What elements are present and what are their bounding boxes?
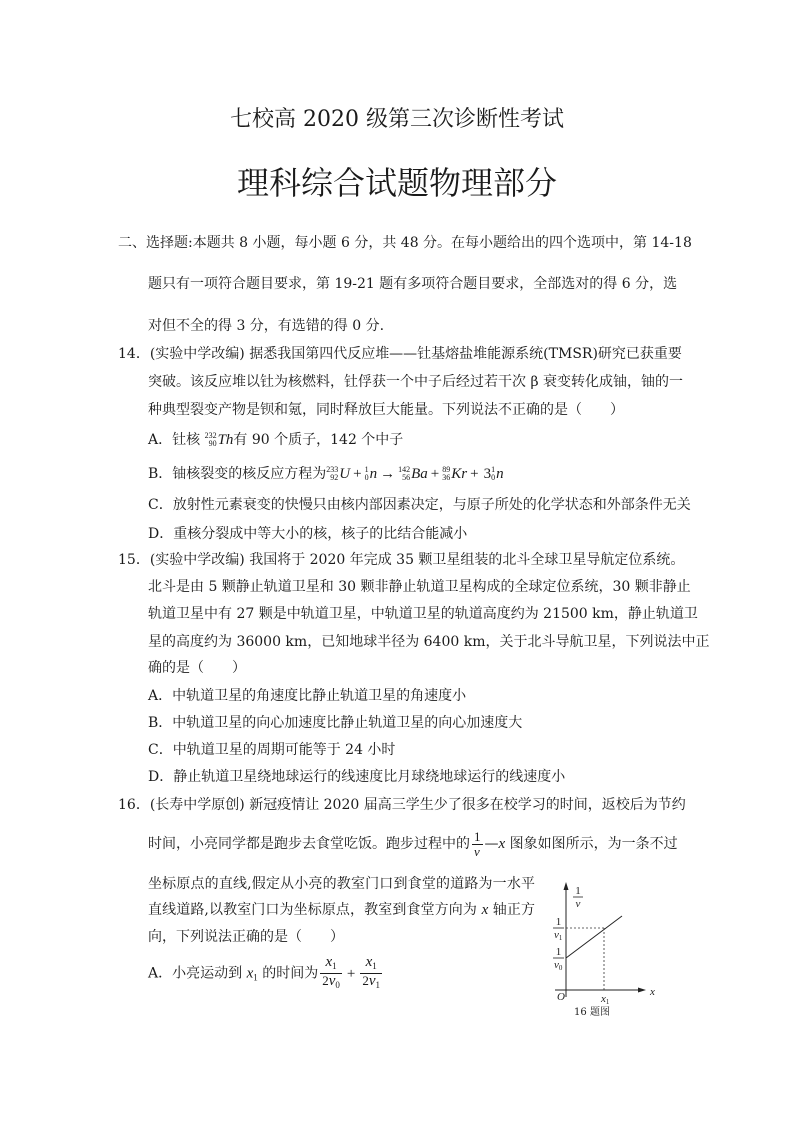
q16-stem-line [148, 828, 678, 860]
coefficient: 3 [483, 466, 492, 482]
plus-sign: + [470, 466, 479, 482]
y-axis-arrow [564, 882, 569, 890]
q14-stem-line: 14．(实验中学改编) 据悉我国第四代反应堆——钍基熔盐堆能源系统(TMSR)研究已获重要 [118, 346, 682, 362]
mass-number: 233 [326, 465, 339, 474]
q15-stem-line: 星的高度约为 36000 km，已知地球半径为 6400 km，关于北斗导航卫星，下列说法中正 [148, 634, 710, 650]
q15-option-c: C．中轨道卫星的周期可能等于 24 小时 [148, 742, 396, 758]
q14-stem-line: 突破。该反应堆以钍为核燃料，钍俘获一个中子后经过若干次 β 衰变转化成铀，铀的一 [148, 374, 683, 390]
exam-title: 七校高 2020 级第三次诊断性考试 [230, 107, 564, 132]
fraction-denominator [360, 973, 382, 992]
nuclide-scripts [491, 466, 495, 482]
instructions-line: 题只有一项符合题目要求，第 19-21 题有多项符合题目要求，全部选对的得 6 分，选 [148, 276, 678, 292]
variable-v: v [368, 973, 376, 989]
option-label: B． [148, 466, 173, 482]
x-axis-label: x [650, 986, 655, 998]
uranium-nuclide [326, 464, 350, 484]
q15-option-d: D．静止轨道卫星绕地球运行的线速度比月球绕地球运行的线速度小 [148, 769, 566, 785]
q14-option-c: C．放射性元素衰变的快慢只由核内部因素决定，与原子所处的化学状态和外部条件无关 [148, 497, 691, 513]
coefficient: 2 [362, 973, 369, 988]
q15-stem-line: 确的是（ ） [148, 660, 246, 676]
coefficient: 2 [322, 973, 329, 988]
tick-lower-denominator [554, 959, 563, 972]
time-fraction-2 [360, 955, 382, 992]
nuclide-scripts [442, 466, 450, 482]
q14-option-d: D．重核分裂成中等大小的核，核子的比结合能减小 [148, 526, 468, 542]
option-label: A． [148, 432, 173, 448]
subscript: 0 [335, 980, 340, 990]
mass-number: 1 [364, 465, 369, 474]
stem-text: 直线道路,以教室门口为坐标原点，教室到食堂方向为 [148, 902, 482, 918]
element-symbol: Kr [451, 466, 468, 482]
subscript: 1 [372, 961, 377, 971]
time-fraction-1 [320, 955, 342, 992]
barium-nuclide [398, 464, 428, 484]
inverse-velocity-fraction [472, 830, 483, 859]
element-symbol: U [339, 466, 351, 482]
q15-stem-line: 15．(实验中学改编) 我国将于 2020 年完成 35 颗卫星组装的北斗全球卫星导航定位系统。 [118, 552, 685, 568]
variable-x: x [246, 965, 254, 982]
fraction-numerator: 1 [474, 828, 481, 844]
atomic-number: 56 [402, 473, 411, 482]
nuclide-scripts [205, 432, 217, 448]
instructions-line: 对但不全的得 3 分，有选错的得 0 分. [148, 318, 385, 334]
variable-x: x [498, 836, 506, 852]
q16-stem-line: 向，下列说法正确的是（ ） [148, 929, 344, 945]
option-text: 铀核裂变的核反应方程为 [172, 466, 327, 482]
option-text: 小亮运动到 [172, 965, 247, 982]
nuclide-scripts [365, 466, 369, 482]
q15-option-b: B．中轨道卫星的向心加速度比静止轨道卫星的向心加速度大 [148, 715, 523, 731]
variable-v: v [554, 959, 559, 971]
atomic-number: 90 [208, 439, 217, 448]
x-axis-arrow [638, 988, 646, 993]
variable-x: x [325, 954, 333, 970]
option-text: 钍核 [172, 432, 205, 448]
plus-sign: + [353, 466, 362, 482]
plus-sign: + [346, 965, 356, 982]
q15-option-a: A．中轨道卫星的角速度比静止轨道卫星的角速度小 [148, 688, 467, 704]
option-text: 的时间为 [257, 965, 319, 982]
stem-text: 时间，小亮同学都是跑步去食堂吃饭。跑步过程中的 [148, 836, 470, 852]
atomic-number: 0 [364, 473, 369, 482]
q15-stem-line: 北斗是由 5 颗静止轨道卫星和 30 颗非静止轨道卫星构成的全球定位系统，30 颗非静止 [148, 579, 691, 595]
x-tick-label [600, 993, 610, 1006]
q16-stem-line [148, 900, 535, 920]
mass-number: 232 [204, 431, 217, 440]
exam-subtitle: 理科综合试题物理部分 [236, 164, 557, 202]
atomic-number: 0 [491, 473, 496, 482]
variable-v: v [328, 973, 336, 989]
plus-sign: + [430, 466, 440, 482]
q16-stem-line: 16．(长寿中学原创) 新冠疫情让 2020 届高三学生少了很多在校学习的时间，返校后为节约 [118, 797, 686, 813]
thorium-nuclide [205, 430, 234, 450]
q15-stem-line: 轨道卫星中有 27 颗是中轨道卫星，中轨道卫星的轨道高度约为 21500 km，静止轨道卫 [148, 606, 698, 622]
fraction-denominator: v [472, 844, 483, 859]
variable-x: x [601, 993, 606, 1005]
q14-stem-line: 种典型裂变产物是钡和氪，同时释放巨大能量。下列说法不正确的是（ ） [148, 402, 624, 418]
atomic-number: 36 [442, 473, 451, 482]
q16-graph-figure [540, 875, 685, 1021]
tick-lower-numerator: 1 [555, 946, 562, 958]
graph-line [566, 916, 622, 958]
element-symbol: Th [217, 432, 234, 448]
mass-number: 142 [398, 465, 411, 474]
subscript: 1 [605, 998, 610, 1006]
variable-x: x [481, 902, 489, 918]
subscript: 1 [253, 972, 258, 983]
instructions-line: 二、选择题:本题共 8 小题，每小题 6 分，共 48 分。在每小题给出的四个选项中，第 14-18 [118, 235, 692, 251]
fraction-numerator [360, 955, 382, 973]
y-axis-label-denominator: v [575, 898, 581, 910]
element-symbol: Ba [411, 466, 428, 482]
q14-option-b [148, 464, 504, 484]
stem-text: 图象如图所示，为一条不过 [505, 836, 678, 852]
variable-v: v [554, 929, 559, 941]
y-axis-label-numerator: 1 [575, 885, 581, 897]
fraction-numerator [320, 955, 342, 973]
atomic-number: 92 [330, 473, 339, 482]
q16-stem-line: 坐标原点的直线,假定从小亮的教室门口到食堂的道路为一水平 [148, 876, 535, 892]
mass-number: 89 [442, 465, 451, 474]
reaction-arrow: → [380, 466, 396, 482]
option-text: 有 90 个质子，142 个中子 [233, 432, 404, 448]
neutron [365, 464, 378, 484]
fraction-denominator [320, 973, 342, 992]
element-symbol: n [496, 466, 504, 482]
q14-option-a [148, 430, 403, 450]
variable-x: x [365, 954, 373, 970]
element-symbol: n [369, 466, 378, 482]
tick-upper-numerator: 1 [555, 916, 562, 928]
dash: — [484, 836, 499, 852]
subscript: 1 [332, 961, 337, 971]
subscript: 1 [375, 980, 381, 990]
mass-number: 1 [491, 465, 496, 474]
origin-label: O [557, 991, 565, 1003]
subscript: 1 [558, 934, 563, 942]
nuclide-scripts [326, 466, 338, 482]
q16-option-a [148, 955, 384, 989]
figure-caption: 16 题图 [574, 1007, 610, 1018]
option-label: A． [148, 965, 173, 982]
subscript: 0 [558, 964, 563, 972]
stem-text: 轴正方 [488, 902, 536, 918]
neutron [491, 464, 504, 484]
krypton-nuclide [442, 464, 467, 484]
tick-upper-denominator [554, 929, 563, 942]
nuclide-scripts [398, 466, 410, 482]
